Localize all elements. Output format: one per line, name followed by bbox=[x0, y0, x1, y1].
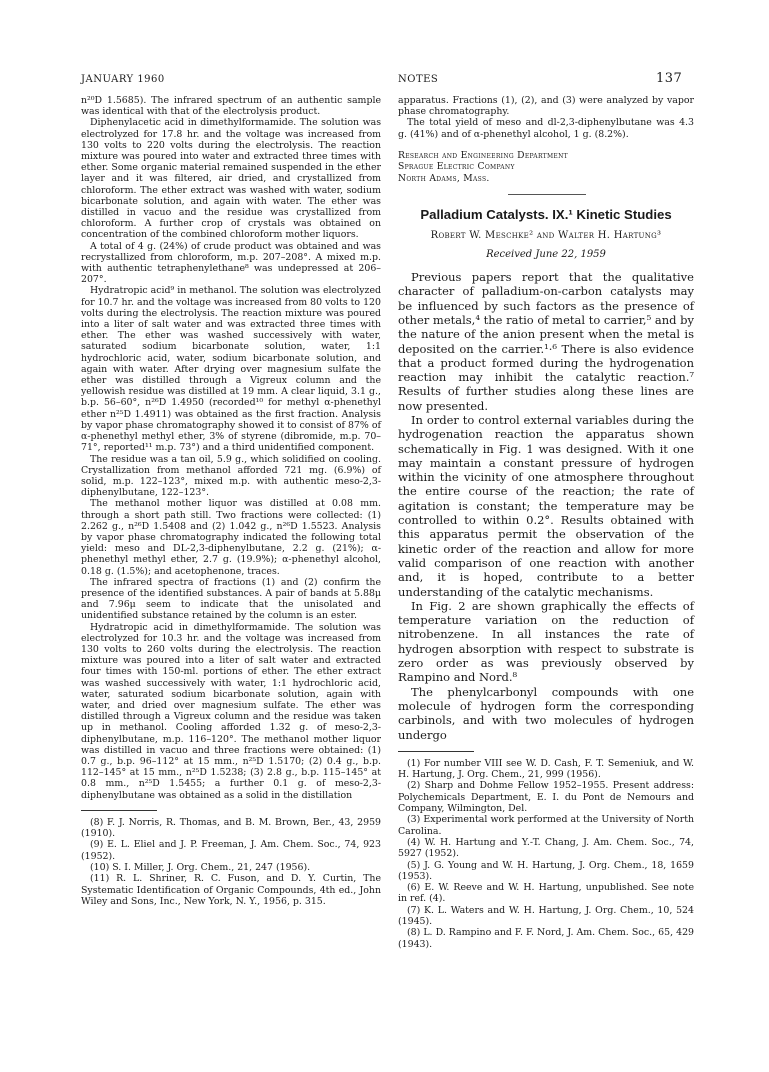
paragraph: The phenylcarbonyl compounds with one molecule of hydrogen form the corresponding carbinols, and with two molecules of hydrogen undergo bbox=[398, 684, 694, 742]
paragraph: Hydratropic acid in dimethylformamide. The solution was electrolyzed for 10.3 hr. and the voltage was increased from 130 volts to 260 volts during the electrolysis. The reaction mixture was poured into a liter of salt water and extracted four times with 150-ml. portions of ether. The ether extract was washed successively with water, 1:1 hydrochloric acid, water, saturated sodium bicarbonate solution, again with water, and dried over magnesium sulfate. The ether was distilled through a Vigreux column and the residue was taken up in methanol. Cooling afforded 1.32 g. of meso-2,3-diphenylbutane, m.p. 116–120°. The methanol mother liquor was distilled in vacuo and three fractions were obtained: (1) 0.7 g., b.p. 96–112° at 15 mm., n²⁵D 1.5170; (2) 0.4 g., b.p. 112–145° at 15 mm., n²⁵D 1.5238; (3) 2.8 g., b.p. 115–145° at 0.8 mm., n²⁵D 1.5455; a further 0.1 g. of meso-2,3-diphenylbutane was obtained as a solid in the distillation bbox=[81, 621, 381, 801]
paragraph: apparatus. Fractions (1), (2), and (3) were analyzed by vapor phase chromatography. bbox=[398, 95, 694, 118]
running-header-section: NOTES bbox=[398, 74, 439, 85]
paragraph: A total of 4 g. (24%) of crude product was obtained and was recrystallized from chloroform, m.p. 207–208°. A mixed m.p. with authentic tetraphenylethane⁸ was undepressed at 206–207°. bbox=[81, 240, 381, 286]
footnote: (8) L. D. Rampino and F. F. Nord, J. Am. Chem. Soc., 65, 429 (1943). bbox=[398, 927, 694, 950]
paragraph: In order to control external variables during the hydrogenation reaction the apparatus shown schematically in Fig. 1 was designed. With it one may maintain a constant pressure of hydrogen within the vicinity of one atmosphere throughout the entire course of the reaction; the rate of agitation is constant; the temperature may be controlled to within 0.2°. Results obtained with this apparatus permit the observation of the kinetic order of the reaction and allow for more valid comparison of one reaction with another and, it is hoped, contribute to a better understanding of the catalytic mechanisms. bbox=[398, 413, 694, 599]
paragraph: n²⁰D 1.5685). The infrared spectrum of an authentic sample was identical with that of the electrolysis product. bbox=[81, 95, 381, 118]
paragraph: The methanol mother liquor was distilled at 0.08 mm. through a short path still. Two fractions were collected: (1) 2.262 g., n²⁶D 1.5408 and (2) 1.042 g., n²⁶D 1.5523. Analysis by vapor phase chromatography indicated the following total yield: meso and DL-2,3-diphenylbutane, 2.2 g. (21%); α-phenethyl methyl ether, 2.7 g. (19.9%); α-phenethyl alcohol, 0.18 g. (1.5%); and acetophenone, traces. bbox=[81, 498, 381, 577]
paragraph: Previous papers report that the qualitative character of palladium-on-carbon catalysts may be influenced by such factors as the presence of other metals,⁴ the ratio of metal to carrier,⁵ and by the nature of the anion present when the metal is deposited on the carrier.¹·⁶ There is also evidence that a product formed during the hydrogenation reaction may inhibit the catalytic reaction.⁷ Results of further studies along these lines are now presented. bbox=[398, 270, 694, 413]
footnote: (1) For number VIII see W. D. Cash, F. T. Semeniuk, and W. H. Hartung, J. Org. Chem., 21, 999 (1956). bbox=[398, 757, 694, 781]
page-number: 137 bbox=[656, 71, 683, 86]
affiliation-line: Research and Engineering Department bbox=[398, 149, 568, 161]
footnote-divider bbox=[81, 810, 157, 811]
running-header-date: JANUARY 1960 bbox=[81, 74, 165, 85]
footnote: (7) K. L. Waters and W. H. Hartung, J. Org. Chem., 10, 524 (1945). bbox=[398, 904, 694, 927]
paragraph: The residue was a tan oil, 5.9 g., which solidified on cooling. Crystallization from methanol afforded 721 mg. (6.9%) of solid, m.p. 122–123°, mixed m.p. with authentic meso-2,3-diphenylbutane, 122–123°. bbox=[81, 453, 381, 499]
left-column bbox=[81, 95, 381, 907]
footnote: (8) F. J. Norris, R. Thomas, and B. M. Brown, Ber., 43, 2959 (1910). bbox=[81, 816, 381, 840]
footnote: (5) J. G. Young and W. H. Hartung, J. Org. Chem., 18, 1659 (1953). bbox=[398, 859, 694, 882]
footnote: (11) R. L. Shriner, R. C. Fuson, and D. Y. Curtin, The Systematic Identification of Organic Compounds, 4th ed., John Wiley and Sons, Inc., New York, N. Y., 1956, p. 315. bbox=[81, 873, 381, 907]
right-footnotes bbox=[398, 758, 694, 950]
right-column bbox=[398, 95, 694, 950]
footnote: (6) E. W. Reeve and W. H. Hartung, unpublished. See note in ref. (4). bbox=[398, 882, 694, 905]
paragraph: The total yield of meso and dl-2,3-diphenylbutane was 4.3 g. (41%) and of α-phenethyl alcohol, 1 g. (8.2%). bbox=[398, 117, 694, 140]
received-date: Received June 22, 1959 bbox=[486, 249, 606, 261]
article-body bbox=[398, 270, 694, 742]
paragraph: The infrared spectra of fractions (1) and (2) confirm the presence of the identified substances. A pair of bands at 5.88μ and 7.96μ seem to indicate that the unisolated and unidentified substance retained by the column is an ester. bbox=[81, 576, 381, 622]
footnote: (4) W. H. Hartung and Y.-T. Chang, J. Am. Chem. Soc., 74, 5927 (1952). bbox=[398, 836, 694, 860]
footnote: (3) Experimental work performed at the University of North Carolina. bbox=[398, 814, 694, 837]
affiliation-line: Sprague Electric Company bbox=[398, 161, 515, 173]
footnote: (10) S. I. Miller, J. Org. Chem., 21, 247 (1956). bbox=[90, 861, 311, 873]
affiliation bbox=[398, 150, 694, 184]
affiliation-line: North Adams, Mass. bbox=[398, 172, 490, 184]
paragraph: In Fig. 2 are shown graphically the effects of temperature variation on the reduction of nitrobenzene. In all instances the rate of hydrogen absorption with respect to substrate is zero order as was previously observed by Rampino and Nord.⁸ bbox=[398, 598, 694, 685]
article-authors: Robert W. Meschke² and Walter H. Hartung³ bbox=[430, 230, 662, 242]
paragraph: Diphenylacetic acid in dimethylformamide. The solution was electrolyzed for 17.8 hr. and the voltage was increased from 130 volts to 220 volts during the electrolysis. The reaction mixture was poured into water and extracted three times with ether. Some organic material remained suspended in the ether layer and it was filtered, air dried, and crystallized from chloroform. The ether extract was washed with water, sodium bicarbonate solution, and again with water. The ether was distilled in vacuo and the residue was crystallized from chloroform. A further crop of crystals was obtained on concentration of the combined chloroform mother liquors. bbox=[81, 117, 381, 241]
article-title: Palladium Catalysts. IX.¹ Kinetic Studies bbox=[420, 207, 672, 223]
left-body bbox=[81, 95, 381, 801]
left-footnotes bbox=[81, 817, 381, 907]
right-continuation bbox=[398, 95, 694, 140]
paragraph: Hydratropic acid⁹ in methanol. The solution was electrolyzed for 10.7 hr. and the voltage was increased from 80 volts to 120 volts during the electrolysis. The reaction mixture was poured into a liter of salt water and was extracted three times with ether. The ether was washed successively with water, saturated sodium bicarbonate solution, water, 1:1 hydrochloric acid, water, sodium bicarbonate solution, and again with water. After drying over magnesium sulfate the ether was distilled through a Vigreux column and the yellowish residue was distilled at 19 mm. A clear liquid, 3.1 g., b.p. 56–60°, n²⁶D 1.4950 (recorded¹⁰ for methyl α-phenethyl ether n²⁵D 1.4911) was obtained as the first fraction. Analysis by vapor phase chromatography showed it to consist of 87% of α-phenethyl methyl ether, 3% of styrene (dibromide, m.p. 70–71°, reported¹¹ m.p. 73°) and a third unidentified component. bbox=[81, 285, 381, 454]
article-divider bbox=[508, 194, 586, 195]
footnote: (9) E. L. Eliel and J. P. Freeman, J. Am. Chem. Soc., 74, 923 (1952). bbox=[81, 839, 381, 862]
footnote: (2) Sharp and Dohme Fellow 1952–1955. Present address: Polychemicals Department, E. I. du Pont de Nemours and Company, Wilmington, Del. bbox=[398, 780, 694, 815]
footnote-divider bbox=[398, 751, 474, 752]
